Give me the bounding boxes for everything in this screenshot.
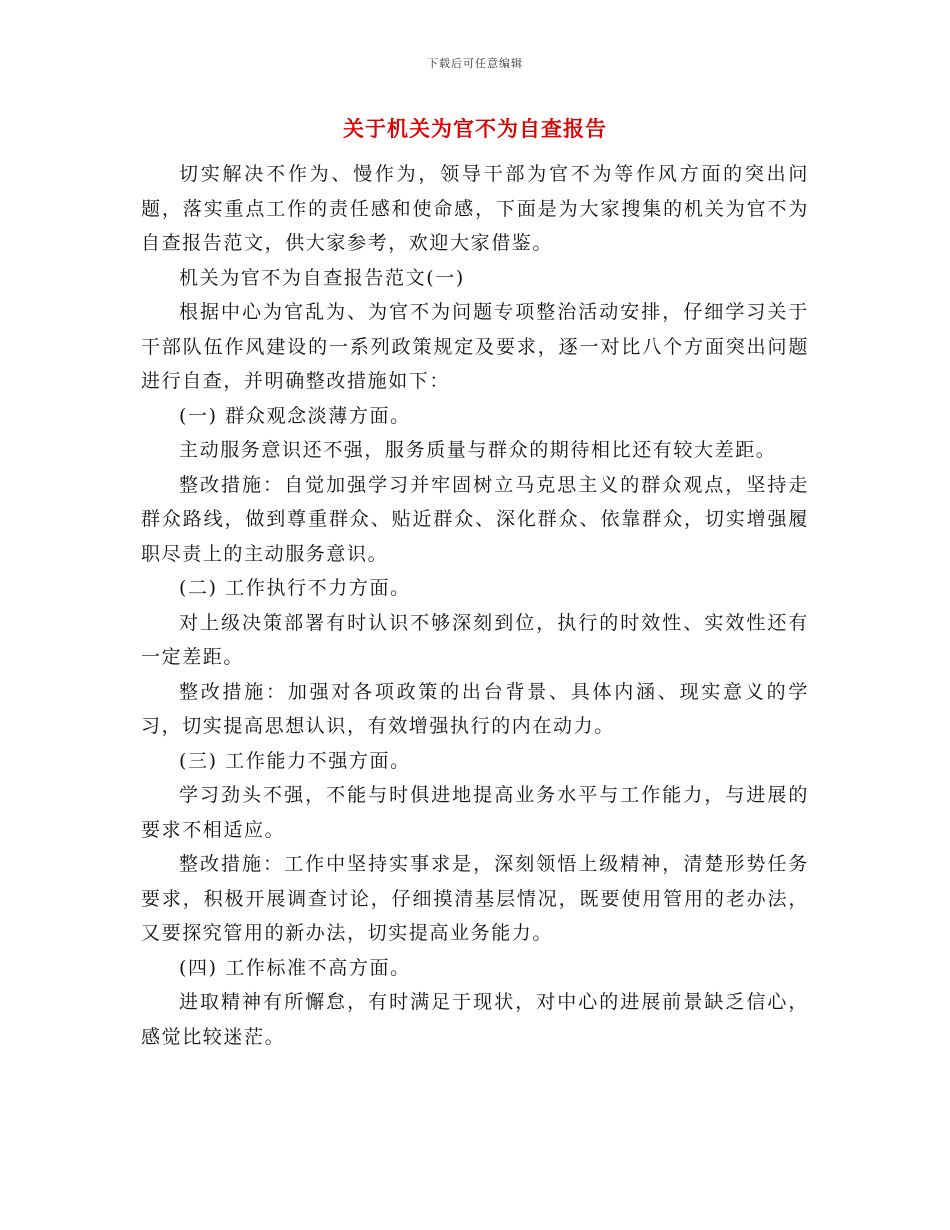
document-body bbox=[141, 157, 809, 1054]
paragraph: 对上级决策部署有时认识不够深刻到位，执行的时效性、实效性还有一定差距。 bbox=[141, 611, 809, 668]
paragraph: (三) 工作能力不强方面。 bbox=[179, 749, 411, 772]
paragraph: (一) 群众观念淡薄方面。 bbox=[179, 404, 411, 427]
paragraph: 整改措施：加强对各项政策的出台背景、具体内涵、现实意义的学习，切实提高思想认识，有效增强执行的内在动力。 bbox=[141, 680, 809, 737]
document-title: 关于机关为官不为自查报告 bbox=[343, 116, 607, 141]
paragraph: 切实解决不作为、慢作为，领导干部为官不为等作风方面的突出问题，落实重点工作的责任感和使命感，下面是为大家搜集的机关为官不为自查报告范文，供大家参考，欢迎大家借鉴。 bbox=[141, 163, 809, 254]
paragraph: 学习劲头不强，不能与时俱进地提高业务水平与工作能力，与进展的要求不相适应。 bbox=[141, 784, 809, 841]
paragraph: (四) 工作标准不高方面。 bbox=[179, 956, 411, 979]
paragraph: 根据中心为官乱为、为官不为问题专项整治活动安排，仔细学习关于干部队伍作风建设的一系列政策规定及要求，逐一对比八个方面突出问题进行自查，并明确整改措施如下： bbox=[141, 301, 809, 392]
paragraph: 机关为官不为自查报告范文(一) bbox=[179, 266, 465, 289]
header-note: 下载后可任意编辑 bbox=[427, 57, 523, 70]
paragraph: 整改措施：工作中坚持实事求是，深刻领悟上级精神，清楚形势任务要求，积极开展调查讨论，仔细摸清基层情况，既要使用管用的老办法，又要探究管用的新办法，切实提高业务能力。 bbox=[141, 853, 809, 944]
paragraph: 进取精神有所懈怠，有时满足于现状，对中心的进展前景缺乏信心，感觉比较迷茫。 bbox=[141, 991, 809, 1048]
paragraph: 整改措施：自觉加强学习并牢固树立马克思主义的群众观点，坚持走群众路线，做到尊重群众、贴近群众、深化群众、依靠群众，切实增强履职尽责上的主动服务意识。 bbox=[141, 473, 809, 565]
paragraph: 主动服务意识还不强，服务质量与群众的期待相比还有较大差距。 bbox=[179, 439, 777, 461]
paragraph: (二) 工作执行不力方面。 bbox=[179, 577, 411, 599]
